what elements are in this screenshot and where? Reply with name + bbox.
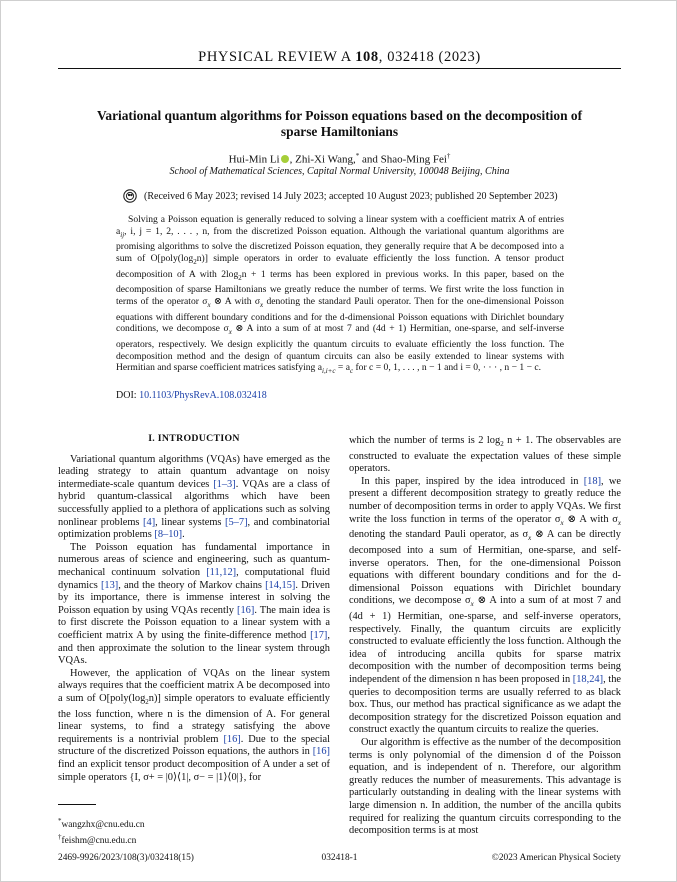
footer-issn: 2469-9926/2023/108(3)/032418(15)	[58, 853, 194, 863]
intro-paragraph-5: Our algorithm is effective as the number of the decomposition terms is only polynomial of the dimension d of the Poisson equation, and is independent of n. Therefore, our algorithm greatly reduces the number of measurements. This advantage is particularly outstanding in dealing with the linear systems with large dimension n. In addition, the number of the ancilla qubits required for realizing the quantum circuits corresponding to the decomposition terms is at most	[349, 736, 621, 837]
author-list	[1, 152, 677, 166]
doi-label: DOI:	[116, 390, 140, 401]
intro-paragraph-4: In this paper, inspired by the idea introduced in [18], we present a different decomposition strategy to greatly reduce the number of decomposition terms in order to apply VQAs. We first write the loss function in terms of the operator $\sigma_x$ ⊗ A with $\sigma_x$ denoting the standard Pauli operator, as $\sigma_x$ ⊗ A can be directly decomposed into a sum of Hermitian, one-sparse, and self-inverse operators. Then, for the one-dimensional Poisson equations with different boundary conditions and for the d-dimensional Poisson equations with Dirichlet boundary conditions, we decompose $\sigma_x$ ⊗ A into a sum of at most 7 and (4d + 1) Hermitian, one-sparse, and self-inverse operators, respectively. Finally, the quantum circuits are explicitly constructed to evaluate efficiently the loss function. Although the idea of introducing ancilla qubits for sparse matrix decomposition with the number of decomposition terms being independent of the dimension n has been proposed in [18,24], the queries to decomposition terms are usually referred to as black box. Thus, our method has practical significance as we adapt the decomposition strategy for the discretized Poisson equation and construct exactly the quantum circuits to realize the queries.	[349, 475, 622, 736]
left-column	[58, 433, 330, 784]
footer-copyright: ©2023 American Physical Society	[491, 853, 621, 863]
footnotes	[58, 815, 145, 847]
journal-name: PHYSICAL REVIEW A	[198, 49, 356, 65]
journal-volume: 108	[355, 49, 379, 65]
intro-paragraph-3: However, the application of VQAs on the linear system always requires that the coefficient matrix A be decomposed into a sum of $O[poly(\log_2n)]$ simple operators to evaluate efficiently the loss function, where n is the dimension of A. For general linear systems, to find a strategy satisfying the above requirements is a nontrivial problem [16]. Due to the special structure of the discretized Poisson equations, the authors in [16] find an explicit tensor product decomposition of A under a set of simple operators {I, σ+ = |0⟩⟨1|, σ− = |1⟩⟨0|}, for	[58, 667, 330, 783]
intro-paragraph-2: The Poisson equation has fundamental importance in numerous areas of science and engineering, such as quantum-mechanical continuum solvation [11,12], computational fluid dynamics [13], and the theory of Markov chains [14,15]. Driven by its importance, there is immense interest in solving the Poisson equation by using VQAs recently [16]. The main idea is to first discrete the Poisson equation to a linear system with a coefficient matrix A by using the finite-difference method [17], and then approximate the solution to the linear system through VQAs.	[58, 541, 330, 667]
paper-title: Variational quantum algorithms for Poisson equations based on the decomposition of sparse Hamiltonians	[96, 108, 583, 139]
right-column	[349, 435, 621, 838]
author-1[interactable]: Hui-Min Li	[228, 153, 280, 166]
citation-link[interactable]: [18]	[583, 475, 602, 487]
citation-link[interactable]: [17]	[310, 629, 328, 641]
footnote-2: †feishm@cnu.edu.cn	[58, 833, 137, 847]
author-2[interactable]: , Zhi-Xi Wang,	[289, 153, 356, 166]
header-rule	[58, 68, 621, 69]
section-heading: I. INTRODUCTION	[148, 433, 240, 444]
citation-link[interactable]: [4]	[143, 516, 156, 528]
citation-link[interactable]: [1–3]	[213, 478, 236, 490]
author-3-mark[interactable]: †	[446, 152, 451, 160]
email-link[interactable]: wangzhx@cnu.edu.cn	[61, 820, 145, 831]
citation-link[interactable]: [16]	[312, 746, 330, 758]
open-access-icon	[123, 189, 137, 203]
citation-link[interactable]: [14,15]	[265, 579, 296, 591]
citation-link[interactable]: [5–7]	[225, 516, 248, 528]
journal-article: , 032418 (2023)	[378, 49, 481, 65]
citation-link[interactable]: [18,24]	[572, 674, 604, 685]
intro-paragraph-1: Variational quantum algorithms (VQAs) have emerged as the leading strategy to attain quantum advantage on noisy intermediate-scale quantum devices [1–3]. VQAs are a class of hybrid quantum-classical algorithms which have been successfully applied to a plethora of applications such as solving nonlinear problems [4], linear systems [5–7], and combinatorial optimization problems [8–10].	[58, 453, 330, 541]
footer-page-number: 032418-1	[321, 853, 358, 863]
footnote-1: *wangzhx@cnu.edu.cn	[58, 817, 145, 831]
citation-link[interactable]: [11,12]	[206, 566, 237, 578]
affiliation: School of Mathematical Sciences, Capital Normal University, 100048 Beijing, China	[169, 166, 510, 177]
email-link[interactable]: feishm@cnu.edu.cn	[61, 836, 137, 847]
citation-link[interactable]: [16]	[237, 604, 255, 616]
citation-link[interactable]: [8–10]	[154, 529, 183, 541]
doi-link[interactable]: 10.1103/PhysRevA.108.032418	[139, 390, 267, 401]
footnote-rule	[58, 804, 96, 805]
journal-header	[1, 49, 677, 66]
orcid-icon[interactable]	[281, 155, 289, 163]
author-3[interactable]: and Shao-Ming Fei	[359, 153, 447, 166]
received-dates: (Received 6 May 2023; revised 14 July 2023; accepted 10 August 2023; published 20 September 2023)	[144, 191, 558, 202]
doi-line	[116, 390, 267, 401]
intro-paragraph-3-cont: which the number of terms is 2 $\log_2 n + 1$. The observables are constructed to evaluate the expectation values of these simple operators.	[349, 435, 621, 475]
abstract: Solving a Poisson equation is generally reduced to solving a linear system with a coefficient matrix A of entries $a_{ij}$, i, j = 1, 2, . . . , n, from the discretized Poisson equation. Although the variational quantum algorithms are promising algorithms to solve the discretized Poisson equation, they generally require that A be decomposed into a sum of $O[poly(\log_2n)]$ simple operators in order to evaluate efficiently the loss function. A tensor product decomposition of A with $2\log_2n + 1$ terms has been explored in previous works. In this paper, based on the decomposition of sparse Hamiltonians we greatly reduce the number of terms. We first write the loss function in terms of the operator $\sigma_x$ ⊗ A with $\sigma_x$ denoting the standard Pauli operator. Then for the one-dimensional Poisson equations with different boundary conditions and for the d-dimensional Poisson equations with Dirichlet boundary conditions, we decompose $\sigma_x$ ⊗ A into a sum of at most 7 and (4d + 1) Hermitian, one-sparse, and self-inverse operators, respectively. We design explicitly the quantum circuits to evaluate efficiently the loss function. The decomposition method and the design of quantum circuits can also be easily extended to linear systems with Hermitian and sparse coefficient matrices satisfying $a_{i,i+c} = a_c$ for c = 0, 1, . . . , n − 1 and i = 0, · · · , n − 1 − c.	[116, 214, 565, 376]
citation-link[interactable]: [13]	[100, 579, 119, 591]
citation-link[interactable]: [16]	[223, 733, 241, 745]
author-2-mark[interactable]: *	[355, 152, 360, 160]
